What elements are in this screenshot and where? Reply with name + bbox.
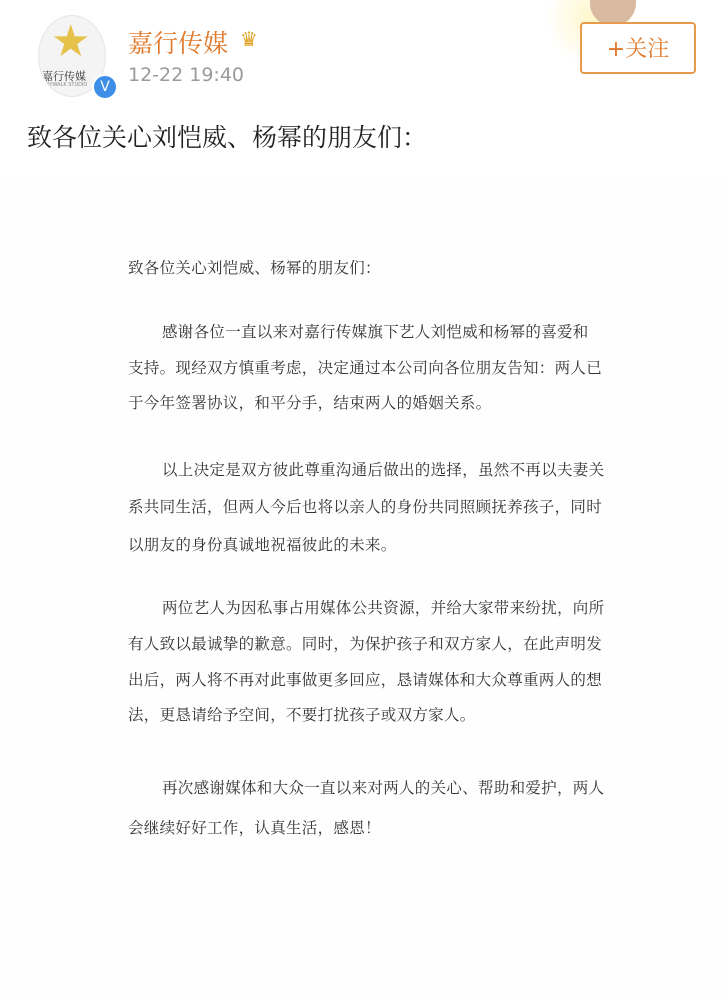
- statement-line: 两位艺人为因私事占用媒体公共资源，并给大家带来纷扰，向所: [162, 599, 605, 617]
- statement-line: 以朋友的身份真诚地祝福彼此的未来。: [128, 536, 397, 554]
- post-timestamp: 12-22 19:40: [128, 64, 245, 86]
- star-logo-icon: ★: [51, 16, 91, 67]
- statement-line: 以上决定是双方彼此尊重沟通后做出的选择，虽然不再以夫妻关: [162, 461, 605, 479]
- statement-line: 于今年签署协议，和平分手，结束两人的婚姻关系。: [128, 394, 492, 412]
- avatar-logo-subtext: JAYWALK STUDIO: [45, 82, 88, 88]
- follow-button[interactable]: +关注: [580, 22, 696, 74]
- statement-line: 会继续好好工作，认真生活，感恩！: [128, 819, 381, 837]
- statement-line: 再次感谢媒体和大众一直以来对两人的关心、帮助和爱护，两人: [162, 779, 605, 797]
- statement-greeting: 致各位关心刘恺威、杨幂的朋友们：: [128, 259, 381, 277]
- avatar-logo-text: 嘉行传媒: [42, 70, 86, 83]
- statement-line: 法，更恳请给予空间，不要打扰孩子或双方家人。: [128, 706, 476, 724]
- statement-line: 支持。现经双方慎重考虑，决定通过本公司向各位朋友告知：两人已: [128, 359, 603, 377]
- crown-badge-icon: ♛: [240, 27, 258, 51]
- statement-line: 有人致以最诚挚的歉意。同时，为保护孩子和双方家人，在此声明发: [128, 635, 603, 653]
- statement-line: 出后，两人将不再对此事做更多回应，恳请媒体和大众尊重两人的想: [128, 671, 603, 689]
- post-title: 致各位关心刘恺威、杨幂的朋友们：: [27, 123, 428, 152]
- statement-line: 系共同生活，但两人今后也将以亲人的身份共同照顾抚养孩子，同时: [128, 498, 603, 516]
- verified-badge-icon: V: [92, 74, 118, 100]
- statement-image: [0, 180, 723, 1000]
- account-name[interactable]: 嘉行传媒: [128, 29, 229, 58]
- statement-line: 感谢各位一直以来对嘉行传媒旗下艺人刘恺威和杨幂的喜爱和: [162, 323, 589, 341]
